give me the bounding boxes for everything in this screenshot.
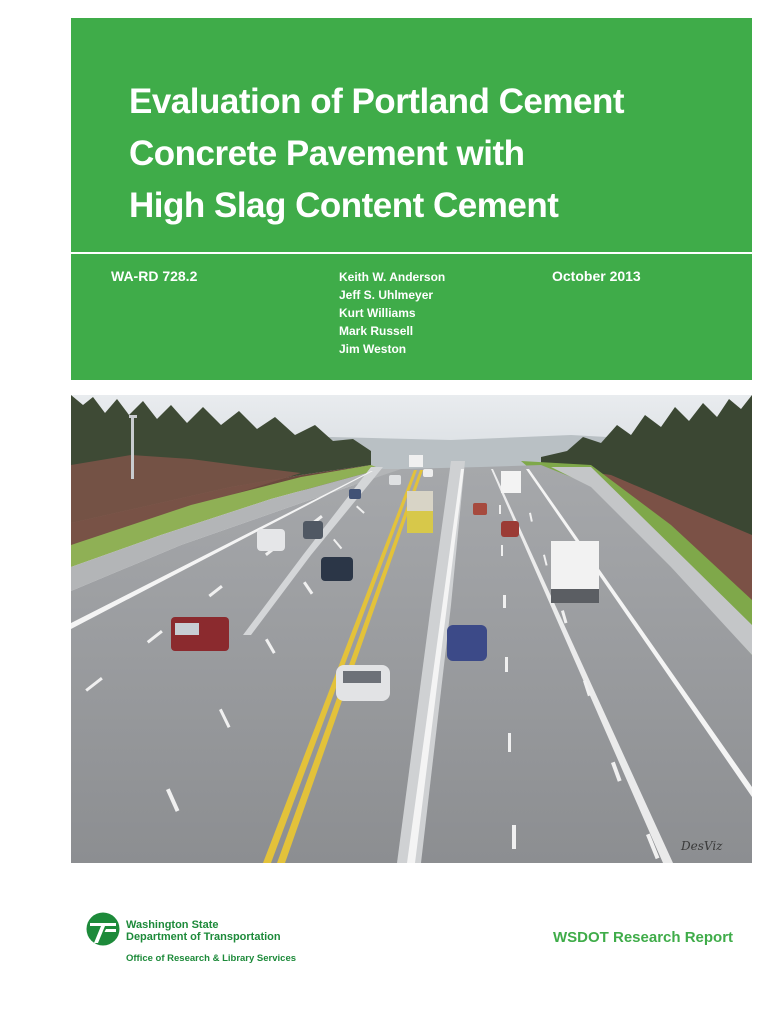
author-name: Keith W. Anderson bbox=[339, 270, 446, 284]
agency-line: Washington State bbox=[126, 919, 219, 931]
title-line-1: Evaluation of Portland Cement bbox=[129, 82, 624, 121]
title-line-3: High Slag Content Cement bbox=[129, 186, 559, 225]
agency-name bbox=[126, 919, 281, 943]
report-number: WA-RD 728.2 bbox=[111, 268, 198, 284]
highway-illustration bbox=[71, 395, 752, 863]
office-name: Office of Research & Library Services bbox=[126, 953, 297, 964]
title-line-2: Concrete Pavement with bbox=[129, 134, 525, 173]
publication-date: October 2013 bbox=[552, 268, 641, 284]
title-divider bbox=[71, 252, 752, 254]
agency-line: Department of Transportation bbox=[126, 931, 281, 943]
author-list bbox=[339, 268, 445, 358]
author-name: Kurt Williams bbox=[339, 306, 416, 320]
author-name: Jeff S. Uhlmeyer bbox=[339, 288, 434, 302]
author-name: Jim Weston bbox=[339, 342, 407, 356]
report-title bbox=[129, 76, 624, 232]
title-panel bbox=[71, 18, 752, 380]
author-name: Mark Russell bbox=[339, 324, 414, 338]
wsdot-logo-icon bbox=[86, 912, 120, 946]
svg-text:DesViz: DesViz bbox=[681, 839, 723, 853]
report-series: WSDOT Research Report bbox=[553, 929, 734, 946]
